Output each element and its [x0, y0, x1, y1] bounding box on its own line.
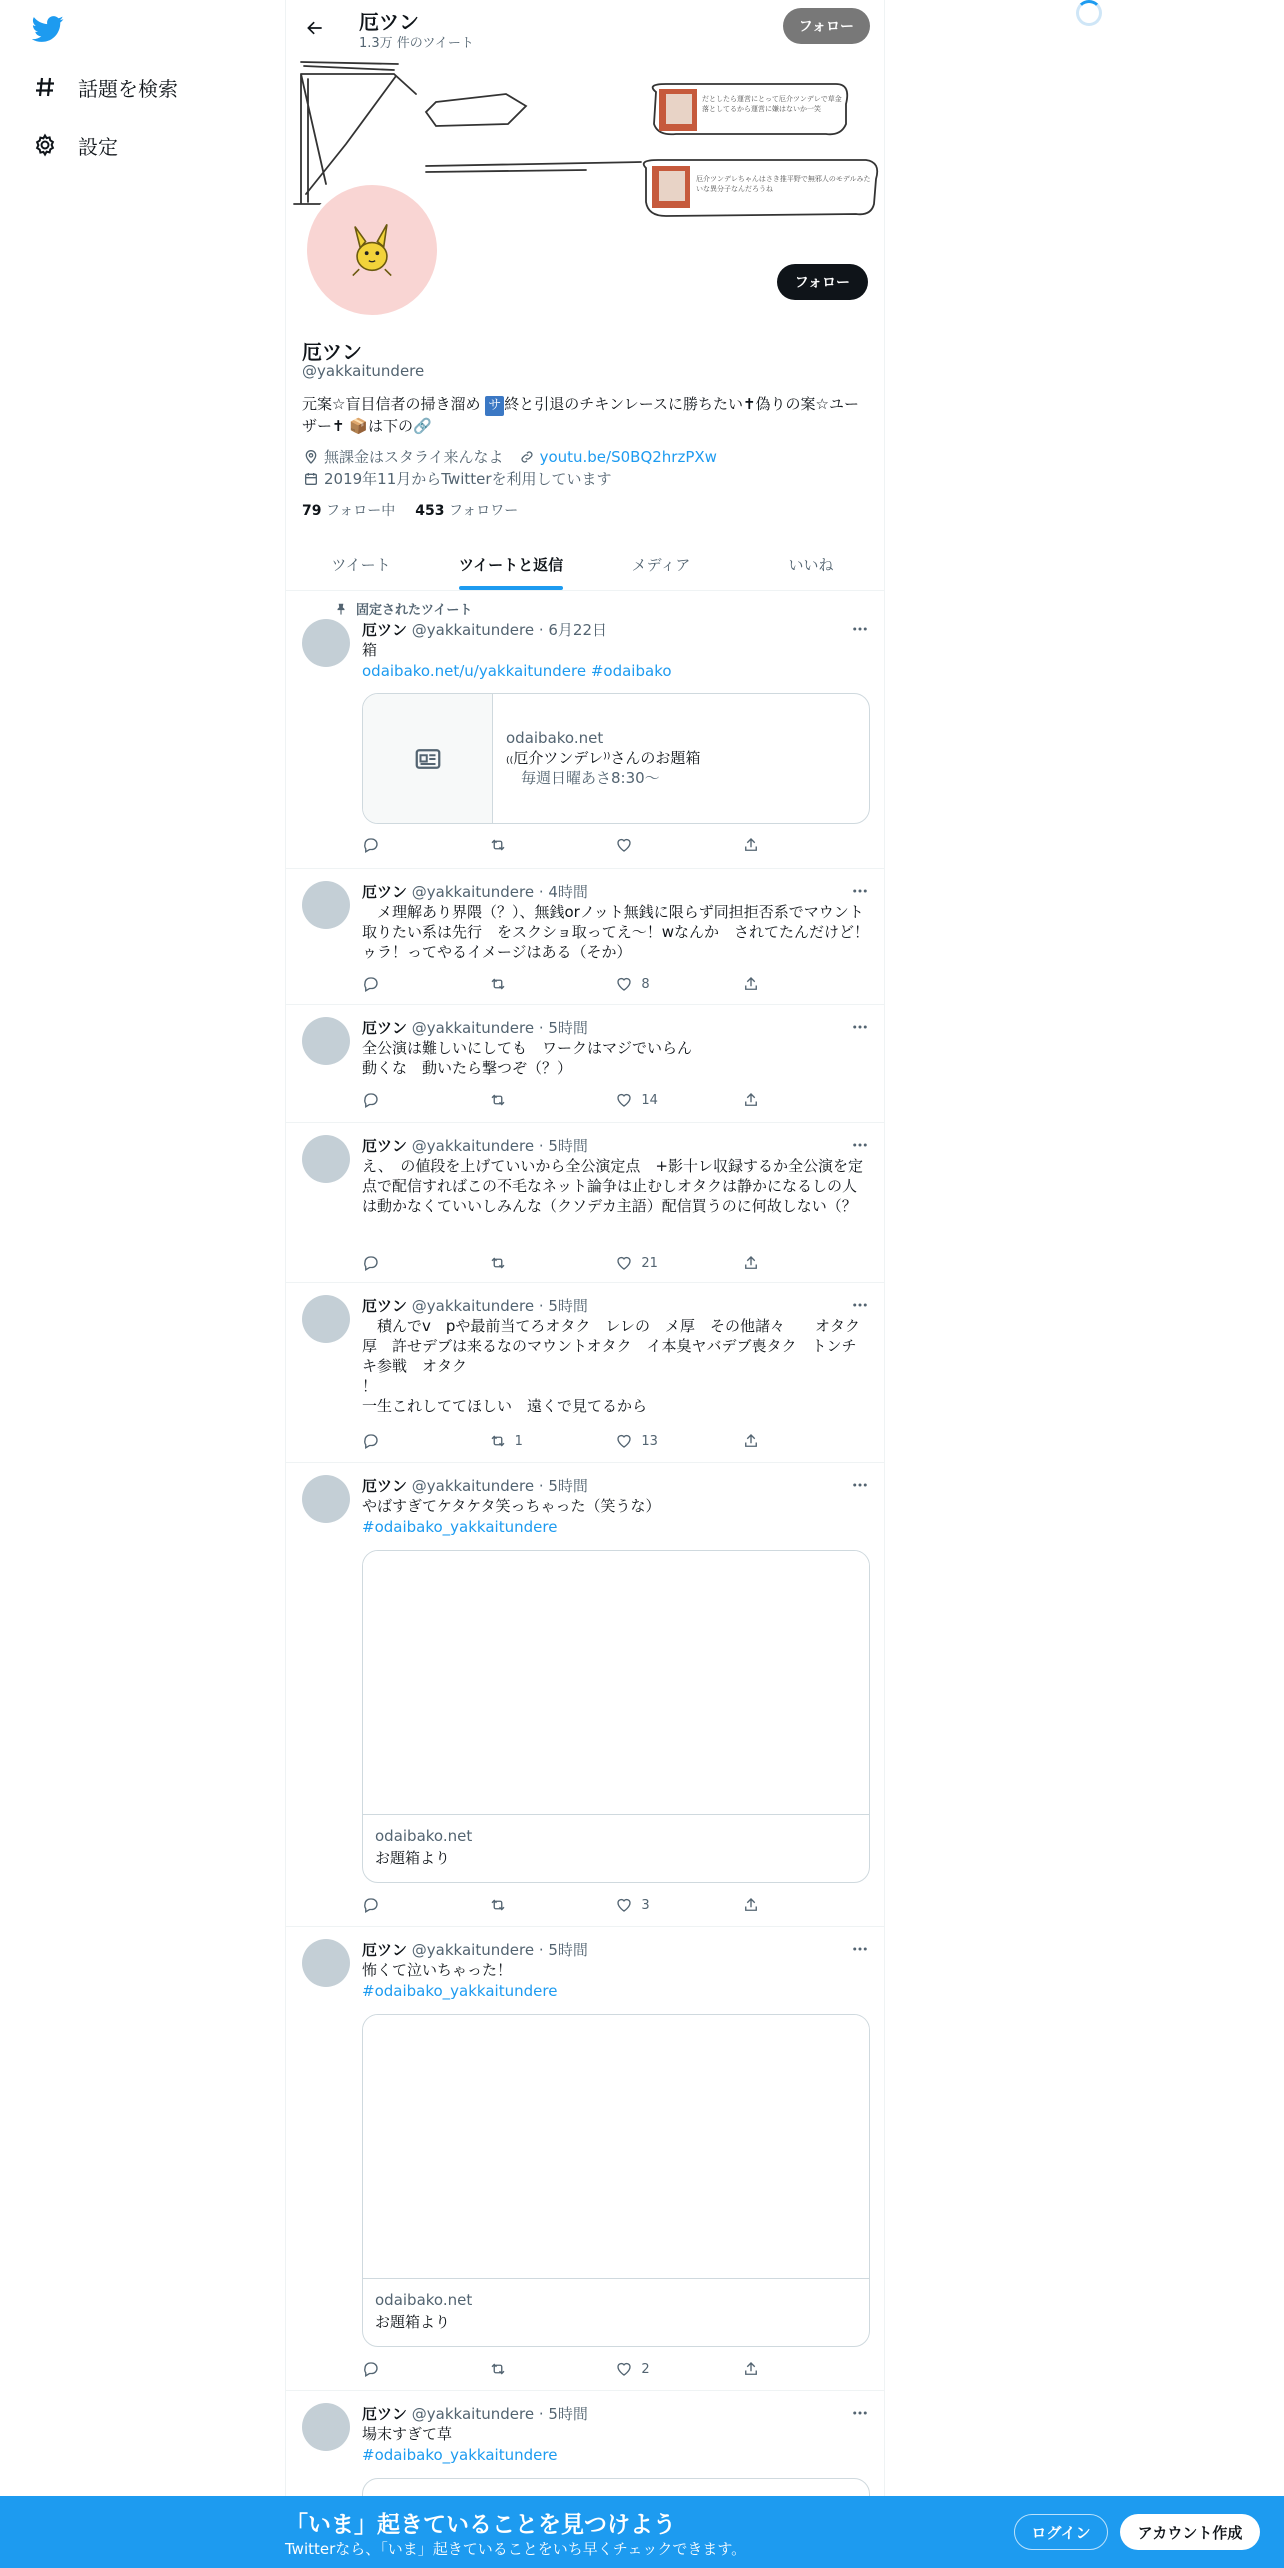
reply-icon: [362, 2360, 380, 2378]
share-button[interactable]: [742, 1895, 802, 1915]
share-icon: [742, 1896, 760, 1914]
tweet-avatar[interactable]: [302, 1135, 350, 1183]
tweet-hashtag-link[interactable]: #odaibako_yakkaitundere: [362, 2446, 558, 2464]
tweet[interactable]: [286, 1927, 885, 2391]
tweet-time[interactable]: 5時間: [548, 1297, 588, 1315]
bio-text: 終と引退のチキンレースに勝ちたい✝偽りの案☆ユーザー✝ 📦は下の🔗: [302, 395, 859, 435]
share-icon: [742, 1254, 760, 1272]
tweet-avatar[interactable]: [302, 1017, 350, 1065]
sidebar-item-label: 話題を検索: [78, 76, 178, 101]
tweet-avatar[interactable]: [302, 2403, 350, 2451]
profile-name: 厄ツン: [302, 340, 362, 364]
tweet-header: 厄ツン @yakkaitundere · 5時間: [362, 1137, 588, 1155]
profile-tabs: [286, 538, 885, 591]
tweet-header: 厄ツン @yakkaitundere · 5時間: [362, 1297, 588, 1315]
card-title: お題箱より: [375, 2313, 451, 2331]
tweet-text: メ理解あり界隈（？）、無銭orノット無銭に限らず同担拒否系でマウント取りたい系は先行 をスクショ取ってえ〜！wなんか されてたんだけど！ゥラ！ってやるイメージはある（そか）: [362, 903, 869, 961]
tweet-header: 厄ツン @yakkaitundere · 5時間: [362, 2405, 588, 2423]
tweet-text: 積んでv pや最前当てろオタク レレの メ厚 その他諸々 オタク 厚 許せデブは来るなのマウントオタク イ本臭ヤバデブ喪タク トンチキ参戦 オタク ！ 一生これしててほしい 遠くで見てるから: [362, 1317, 861, 1415]
tweet-header: 厄ツン @yakkaitundere · 4時間: [362, 883, 588, 901]
tweet-header: 厄ツン @yakkaitundere · 5時間: [362, 1941, 588, 1959]
tweet[interactable]: [286, 1463, 885, 1927]
signup-prompt-bar: [0, 2496, 1284, 2568]
following-link[interactable]: 79 フォロー中: [302, 503, 396, 519]
reply-button[interactable]: [362, 2359, 422, 2379]
tweet-avatar[interactable]: [302, 881, 350, 929]
signup-prompt-title: 「いま」起きていることを見つけよう: [285, 2512, 676, 2538]
card-description: 毎週日曜あさ8:30〜: [506, 769, 660, 787]
tweet-actions: [362, 1431, 802, 1451]
tweet-header: 厄ツン @yakkaitundere · 5時間: [362, 1477, 588, 1495]
gear-icon: [32, 132, 58, 158]
share-icon: [742, 1432, 760, 1450]
share-button[interactable]: [742, 974, 802, 994]
tweet-avatar[interactable]: [302, 1295, 350, 1343]
reply-button[interactable]: [362, 1253, 422, 1273]
reply-button[interactable]: [362, 1431, 422, 1451]
reply-icon: [362, 836, 380, 854]
sidebar-item-label: 設定: [78, 134, 118, 159]
bio-text: 元案☆盲目信者の掃き溜め: [302, 395, 486, 413]
tweet-time[interactable]: 5時間: [548, 1137, 588, 1155]
retweet-icon: [489, 1432, 507, 1450]
like-button[interactable]: 2: [615, 2359, 675, 2379]
reply-icon: [362, 1091, 380, 1109]
tab-media[interactable]: メディア: [631, 555, 691, 574]
link-card[interactable]: [362, 693, 870, 824]
retweet-button[interactable]: 1: [489, 1431, 549, 1451]
arrow-left-icon: [305, 18, 325, 38]
card-title: お題箱より: [375, 1849, 451, 1867]
tweet-header: 厄ツン @yakkaitundere · 6月22日: [362, 621, 607, 639]
tweet-avatar[interactable]: [302, 619, 350, 667]
tweet-avatar[interactable]: [302, 1475, 350, 1523]
tweet-text: やばすぎてケタケタ笑っちゃった（笑うな）: [362, 1497, 661, 1515]
more-icon[interactable]: [850, 1475, 870, 1495]
like-button[interactable]: 3: [615, 1895, 675, 1915]
link-card[interactable]: [362, 2014, 870, 2347]
tweet-time[interactable]: 5時間: [548, 2405, 588, 2423]
tweet-text: 全公演は難しいにしても ワークはマジでいらん 動くな 動いたら撃つぞ（？）: [362, 1039, 693, 1077]
more-icon[interactable]: [850, 1017, 870, 1037]
profile-bio: [302, 394, 870, 436]
retweet-button[interactable]: [489, 1895, 549, 1915]
reply-button[interactable]: [362, 835, 422, 855]
retweet-icon: [489, 836, 507, 854]
card-title: ₍₍厄介ツンデレ⁾⁾さんのお題箱: [506, 749, 701, 767]
tweet-actions: [362, 974, 802, 994]
share-button[interactable]: [742, 835, 802, 855]
tweet[interactable]: [286, 591, 885, 869]
card-text: [375, 1825, 472, 1869]
reply-button[interactable]: [362, 1090, 422, 1110]
tweet-actions: [362, 835, 802, 855]
hashtag-icon: [32, 74, 58, 100]
tweet[interactable]: [286, 1005, 885, 1123]
share-icon: [742, 2360, 760, 2378]
retweet-button[interactable]: [489, 1090, 549, 1110]
tab-tweets[interactable]: ツイート: [331, 555, 391, 574]
article-icon: [413, 744, 443, 774]
like-button[interactable]: [615, 835, 675, 855]
tweet-actions: [362, 1253, 802, 1273]
tweet-time[interactable]: 5時間: [548, 1477, 588, 1495]
profile-avatar[interactable]: [303, 181, 441, 319]
tweet-actions: [362, 1895, 802, 1915]
more-icon[interactable]: [850, 1295, 870, 1315]
profile-header-bar: [286, 0, 885, 54]
retweet-icon: [489, 1091, 507, 1109]
card-domain: odaibako.net: [506, 729, 604, 747]
calendar-icon: [302, 470, 320, 488]
bio-badge: サ: [485, 396, 504, 416]
header-follow-button[interactable]: フォロー: [783, 8, 870, 44]
left-sidebar: [0, 0, 285, 2568]
tweet-time[interactable]: 5時間: [548, 1941, 588, 1959]
tweet-actions: [362, 1090, 802, 1110]
tweet-text: え、 の値段を上げていいから全公演定点 +影十レ収録するか全公演を定点で配信すればこの不毛なネット論争は止むしオタクは静かになるしの人は動かなくていいしみんな（クソデカ主語）配信買うのに何故しない（？: [362, 1157, 863, 1215]
retweet-icon: [489, 1254, 507, 1272]
tab-likes[interactable]: いいね: [788, 555, 834, 574]
mascot-icon: [340, 218, 404, 282]
tab-tweets-and-replies[interactable]: ツイートと返信: [436, 538, 586, 590]
location-pin-icon: [302, 448, 320, 466]
like-button[interactable]: 8: [615, 974, 675, 994]
sidebar-item-explore[interactable]: [32, 67, 178, 107]
link-card[interactable]: [362, 1550, 870, 1883]
reply-icon: [362, 1896, 380, 1914]
retweet-button[interactable]: [489, 2359, 549, 2379]
profile-meta-row: [302, 446, 717, 467]
card-placeholder: [363, 694, 493, 824]
link-icon: [518, 448, 536, 466]
tweet-text: 場末すぎて草: [362, 2425, 453, 2443]
like-button[interactable]: 14: [615, 1090, 675, 1110]
tweet-text: 箱: [362, 641, 378, 659]
profile-joined-date: 2019年11月からTwitterを利用しています: [324, 470, 612, 488]
create-account-button[interactable]: アカウント作成: [1120, 2514, 1260, 2550]
reply-icon: [362, 975, 380, 993]
profile-url-link[interactable]: youtu.be/S0BQ2hrzPXw: [539, 447, 717, 466]
profile-column: [285, 0, 885, 2568]
tweet-text: 怖くて泣いちゃった！: [362, 1961, 513, 1979]
share-icon: [742, 1091, 760, 1109]
tweet-time[interactable]: 6月22日: [548, 621, 607, 639]
tweet-header: 厄ツン @yakkaitundere · 5時間: [362, 1019, 588, 1037]
tweet[interactable]: [286, 1283, 885, 1463]
follow-stats: [302, 500, 518, 520]
more-icon[interactable]: [850, 1939, 870, 1959]
back-button[interactable]: [298, 11, 332, 45]
retweet-icon: [489, 2360, 507, 2378]
profile-meta-row: [302, 468, 612, 489]
reply-button[interactable]: [362, 1895, 422, 1915]
tweet-link[interactable]: odaibako.net/u/yakkaitundere #odaibako: [362, 662, 672, 680]
card-image: [363, 2015, 870, 2279]
share-button[interactable]: [742, 1431, 802, 1451]
loading-spinner-icon: [1076, 0, 1102, 26]
more-icon[interactable]: [850, 881, 870, 901]
share-icon: [742, 975, 760, 993]
card-domain: odaibako.net: [375, 2291, 473, 2309]
tweet-hashtag-link[interactable]: #odaibako_yakkaitundere: [362, 1518, 558, 1536]
profile-handle: @yakkaitundere: [302, 362, 425, 380]
followers-link[interactable]: 453 フォロワー: [415, 503, 519, 519]
heart-icon: [615, 975, 633, 993]
retweet-button[interactable]: [489, 1253, 549, 1273]
more-icon[interactable]: [850, 2403, 870, 2423]
reply-icon: [362, 1254, 380, 1272]
share-button[interactable]: [742, 1253, 802, 1273]
retweet-button[interactable]: [489, 835, 549, 855]
login-button[interactable]: ログイン: [1014, 2514, 1108, 2550]
share-button[interactable]: [742, 2359, 802, 2379]
follow-button[interactable]: フォロー: [777, 264, 868, 300]
profile-location: 無課金はスタライ来んなよ: [324, 448, 504, 466]
reply-icon: [362, 1432, 380, 1450]
twitter-logo-icon[interactable]: [32, 13, 64, 45]
header-profile-name: 厄ツン: [359, 10, 419, 34]
header-tweet-count: 1.3万 件のツイート: [359, 36, 474, 51]
banner-note-1: だとしたら運営にとって厄介ツンデレで草金落としてるから運営に嫌はないか一笑: [702, 95, 842, 113]
card-text: [375, 2289, 472, 2333]
tweet-actions: [362, 2359, 802, 2379]
retweet-button[interactable]: [489, 974, 549, 994]
signup-prompt-subtitle: Twitterなら、「いま」起きていることをいち早くチェックできます。: [285, 2540, 747, 2558]
reply-button[interactable]: [362, 974, 422, 994]
heart-icon: [615, 1896, 633, 1914]
tweet-avatar[interactable]: [302, 1939, 350, 1987]
pin-icon: [334, 602, 348, 616]
tweet-time[interactable]: 4時間: [548, 883, 588, 901]
card-domain: odaibako.net: [375, 1827, 473, 1845]
heart-icon: [615, 836, 633, 854]
tweet-hashtag-link[interactable]: #odaibako_yakkaitundere: [362, 1982, 558, 2000]
pinned-indicator: 固定されたツイート: [334, 599, 472, 618]
tweet[interactable]: [286, 869, 885, 1005]
card-text: [506, 728, 700, 788]
like-button[interactable]: 13: [615, 1431, 675, 1451]
heart-icon: [615, 2360, 633, 2378]
heart-icon: [615, 1254, 633, 1272]
heart-icon: [615, 1432, 633, 1450]
card-image: [363, 1551, 870, 1815]
share-icon: [742, 836, 760, 854]
heart-icon: [615, 1091, 633, 1109]
tweet-time[interactable]: 5時間: [548, 1019, 588, 1037]
banner-note-2: 厄介ツンデレちゃんはさき推平野で無邪人のモデルみたいな異分子なんだろうね: [696, 175, 871, 193]
sidebar-item-settings[interactable]: [32, 125, 118, 165]
tweet[interactable]: [286, 1123, 885, 1283]
share-button[interactable]: [742, 1090, 802, 1110]
retweet-icon: [489, 975, 507, 993]
more-icon[interactable]: [850, 619, 870, 639]
more-icon[interactable]: [850, 1135, 870, 1155]
like-button[interactable]: 21: [615, 1253, 675, 1273]
retweet-icon: [489, 1896, 507, 1914]
